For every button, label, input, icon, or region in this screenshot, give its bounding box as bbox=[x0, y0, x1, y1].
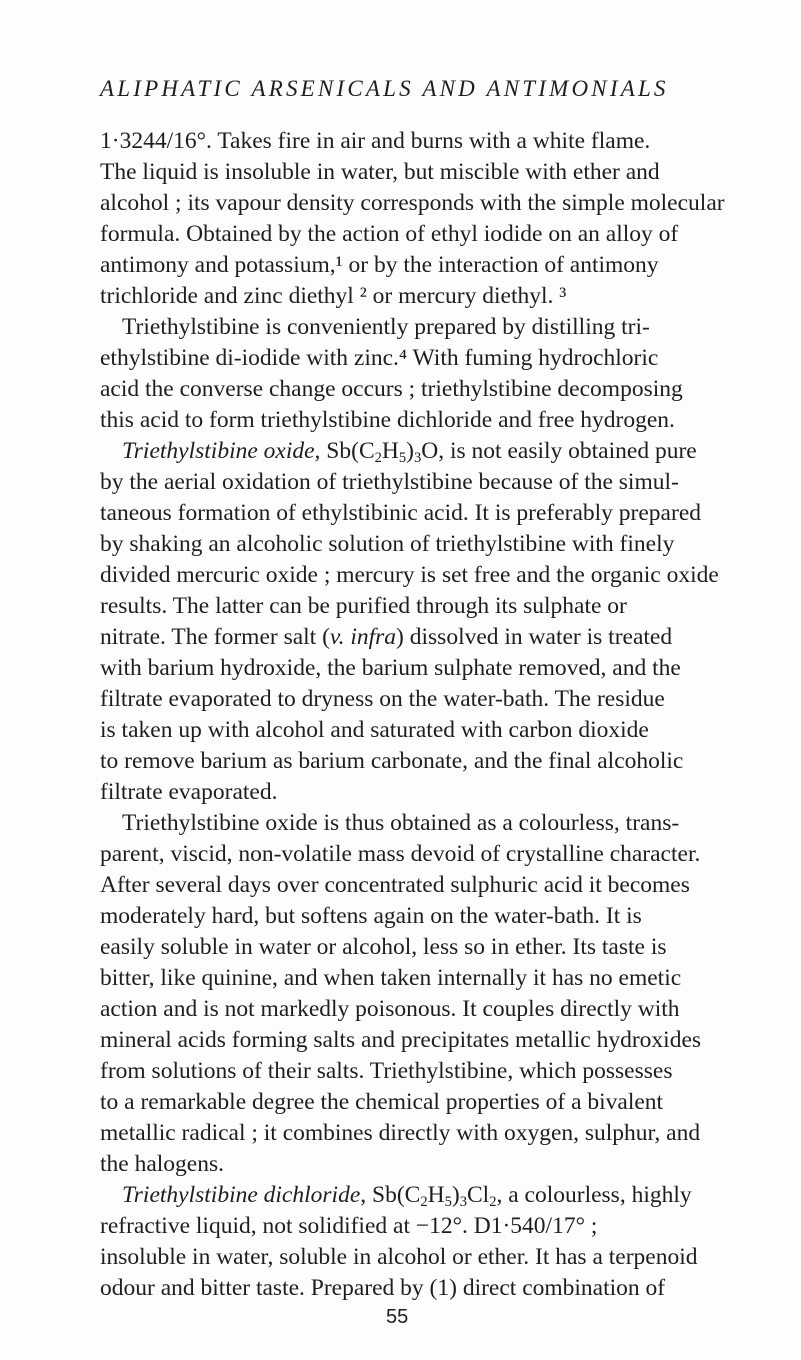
body-text-line: action and is not markedly poisonous. It couples directly with bbox=[100, 996, 680, 1022]
body-text-line: alcohol ; its vapour density corresponds with the simple molecular bbox=[100, 190, 725, 216]
body-text-line: filtrate evaporated to dryness on the water-bath. The residue bbox=[100, 686, 665, 712]
body-text-line: ethylstibine di-iodide with zinc.⁴ With fuming hydrochloric bbox=[100, 345, 659, 371]
body-text-line: insoluble in water, soluble in alcohol or ether. It has a terpenoid bbox=[100, 1244, 698, 1270]
body-text-line: mineral acids forming salts and precipitates metallic hydroxides bbox=[100, 1027, 702, 1053]
body-text-line: results. The latter can be purified through its sulphate or bbox=[100, 593, 627, 619]
body-text-line: to remove barium as barium carbonate, and the final alcoholic bbox=[100, 748, 684, 774]
body-text-line: with barium hydroxide, the barium sulphate removed, and the bbox=[100, 655, 681, 681]
body-text-line: filtrate evaporated. bbox=[100, 779, 278, 805]
body-text-line: from solutions of their salts. Triethylstibine, which possesses bbox=[100, 1058, 673, 1084]
body-text-line: to a remarkable degree the chemical properties of a bivalent bbox=[100, 1089, 664, 1115]
body-text-line: formula. Obtained by the action of ethyl iodide on an alloy of bbox=[100, 221, 679, 247]
body-text-line: The liquid is insoluble in water, but miscible with ether and bbox=[100, 159, 660, 185]
body-text-line: by the aerial oxidation of triethylstibine because of the simul- bbox=[100, 469, 679, 495]
body-text-line: trichloride and zinc diethyl ² or mercury diethyl. ³ bbox=[100, 283, 567, 309]
body-text-line: Triethylstibine oxide is thus obtained as a colourless, trans- bbox=[122, 810, 680, 836]
body-text-line: metallic radical ; it combines directly with oxygen, sulphur, and bbox=[100, 1120, 701, 1146]
body-text-line: divided mercuric oxide ; mercury is set free and the organic oxide bbox=[100, 562, 719, 588]
body-text-line: this acid to form triethylstibine dichloride and free hydrogen. bbox=[100, 407, 675, 433]
running-header: ALIPHATIC ARSENICALS AND ANTIMONIALS bbox=[100, 76, 669, 101]
body-text-line: acid the converse change occurs ; triethylstibine decomposing bbox=[100, 376, 683, 402]
body-text-line: 1·3244/16°. Takes fire in air and burns with a white flame. bbox=[100, 128, 651, 154]
body-text-line: parent, viscid, non-volatile mass devoid of crystalline character. bbox=[100, 841, 701, 867]
body-text-line: by shaking an alcoholic solution of triethylstibine with finely bbox=[100, 531, 675, 557]
body-text-line: Triethylstibine dichloride, $Sb(C_2H_5)_3Cl_2$, a colourless, highly bbox=[122, 1182, 692, 1211]
body-text-line: bitter, like quinine, and when taken internally it has no emetic bbox=[100, 965, 682, 991]
body-text-line: refractive liquid, not solidified at −12°. D1·540/17° ; bbox=[100, 1213, 598, 1239]
body-text-line: Triethylstibine is conveniently prepared by distilling tri- bbox=[122, 314, 650, 340]
body-text-line: Triethylstibine oxide, $Sb(C_2H_5)_3O$, is not easily obtained pure bbox=[122, 438, 697, 467]
body-text-line: the halogens. bbox=[100, 1151, 224, 1177]
body-text-line: moderately hard, but softens again on the water-bath. It is bbox=[100, 903, 642, 929]
body-text-line: antimony and potassium,¹ or by the interaction of antimony bbox=[100, 252, 659, 278]
body-text-line: nitrate. The former salt (v. infra) dissolved in water is treated bbox=[100, 624, 673, 650]
body-text-line: is taken up with alcohol and saturated with carbon dioxide bbox=[100, 717, 649, 743]
body-text-line: taneous formation of ethylstibinic acid. It is preferably prepared bbox=[100, 500, 701, 526]
body-text-line: odour and bitter taste. Prepared by (1) direct combination of bbox=[100, 1275, 666, 1301]
page-number: 55 bbox=[386, 1306, 409, 1328]
body-text-line: easily soluble in water or alcohol, less so in ether. Its taste is bbox=[100, 934, 667, 960]
body-text-line: After several days over concentrated sulphuric acid it becomes bbox=[100, 872, 690, 898]
